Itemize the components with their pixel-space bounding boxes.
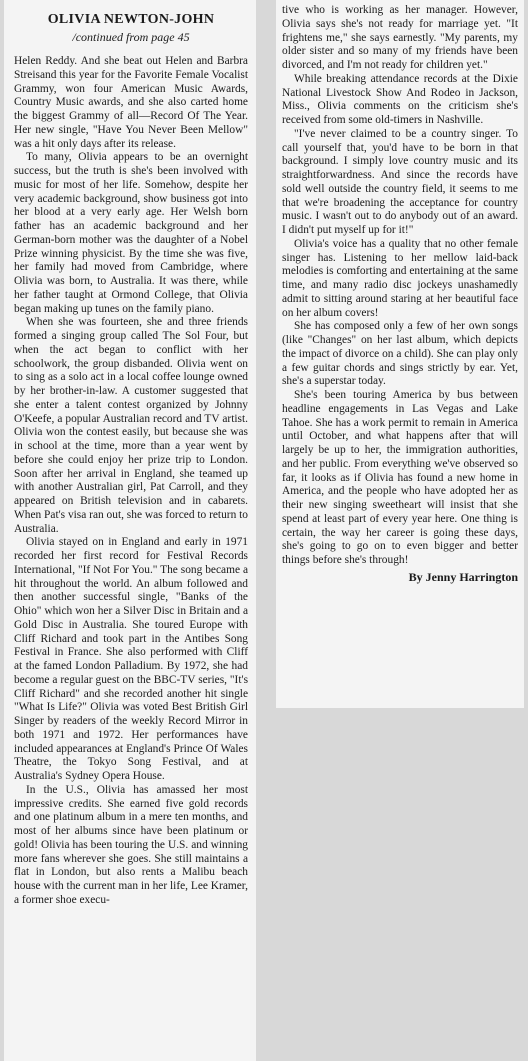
paragraph: To many, Olivia appears to be an overnight success, but the truth is she's been involved with music for most of her life. Somehow, despite her very academic background, show business got into her blood at a very early age. Her Welsh born father has an academic background and her German-born mother was the daughter of a Nobel Prize winning physicist. By the time she was five, her family had moved from Cambridge, where Olivia was born, to Australia. It was there, while her father taught at Ormond College, that Olivia began making up tunes on the family piano. xyxy=(14,151,248,315)
article-title: OLIVIA NEWTON-JOHN xyxy=(47,12,215,27)
continued-note: /continued from page 45 xyxy=(72,30,190,44)
right-body xyxy=(282,4,518,568)
paragraph: tive who is working as her manager. However, Olivia says she's not ready for marriage yet. "It frightens me," she says earnestly. "My parents, my older sister and so many of my friends have been divorced, and I'm not ready for children yet." xyxy=(282,4,518,71)
paragraph: "I've never claimed to be a country singer. To call yourself that, you'd have to be born in that background. I simply love country music and its straightforwardness. And since the records have sold well outside the country field, it seems to me that we're broadening the acceptance for country music. I wasn't out to do anybody out of an award. I didn't put myself up for it!" xyxy=(282,127,518,236)
paragraph: While breaking attendance records at the Dixie National Livestock Show And Rodeo in Jackson, Miss., Olivia comments on the criticism she's received from some old-timers in Nashville. xyxy=(282,72,518,126)
byline: By Jenny Harrington xyxy=(408,569,518,584)
paragraph: She has composed only a few of her own songs (like "Changes" on her last album, which depicts the impact of divorce on a child). She can play only a few guitar chords and sings strictly by ear. Yet, she's a superstar today. xyxy=(282,320,518,388)
paragraph: When she was fourteen, she and three friends formed a singing group called The Sol Four, but when the act began to conflict with her schoolwork, the group disbanded. Olivia went on to sing as a solo act in a local coffee lounge owned by her brother-in-law. A customer suggested that she enter a talent contest organized by Johnny O'Keefe, a popular Australian record and TV artist. Olivia won the contest easily, but because she was in school at the time, more than a year went by before she could enjoy her prize trip to London. Soon after her arrival in England, she teamed up with another Australian girl, Pat Carroll, and they appeared on British television and in cabarets. When Pat's visa ran out, she was forced to return to Australia. xyxy=(14,316,248,535)
paragraph: Olivia's voice has a quality that no other female singer has. Listening to her mellow laid-back melodies is comforting and entertaining at the same time, and many radio disc jockeys unashamedly admit to sitting around staring at her beautiful face on her album covers! xyxy=(282,237,518,319)
paragraph: Helen Reddy. And she beat out Helen and Barbra Streisand this year for the Favorite Female Vocalist Grammy, won four American Music Awards, Country Music awards, and she also carted home the biggest Grammy of all—Record Of The Year. Her new single, "Have You Never Been Mellow" was a hit only days after its release. xyxy=(14,55,248,150)
left-column xyxy=(4,0,256,1061)
paragraph: Olivia stayed on in England and early in 1971 recorded her first record for Festival Records International, "If Not For You." The song became a hit throughout the world. An album followed and then another successful single, "Banks of the Ohio" which won her a Silver Disc in Britain and a Gold Disc in Australia. She toured Europe with Cliff Richard and took part in the Antibes Song Festival in France. She also performed with Cliff at the famed London Palladium. By 1972, she had become a regular guest on the BBC-TV series, "It's Cliff Richard" and she recorded another hit single "What Is Life?" Olivia was voted Best British Girl Singer by readers of the weekly Record Mirror in both 1971 and 1972. Her performances have included appearances at England's Prince Of Wales Theatre, the Tokyo Song Festival, and at Australia's Sydney Opera House. xyxy=(14,536,248,782)
left-body xyxy=(14,55,248,908)
paragraph: In the U.S., Olivia has amassed her most impressive credits. She earned five gold records and one platinum album in a mere ten months, and most of her albums since have been platinum or gold! Olivia has been touring the U.S. and winning more fans wherever she goes. She still maintains a flat in London, but also rents a Malibu beach house with the current man in her life, Lee Kramer, a former shoe execu- xyxy=(14,783,248,906)
paragraph: She's been touring America by bus between headline engagements in Las Vegas and Lake Tahoe. She has a work permit to remain in America until October, and what happens after that will largely be up to her, the immigration authorities, and her public. From everything we've observed so far, it looks as if Olivia has found a new home in America, and the people who have adopted her as their new singing sweetheart will insist that she spend at least part of every year here. One thing is certain, the way her career is going these days, she's going to go on to even bigger and better things before she's through! xyxy=(282,389,518,566)
right-column xyxy=(276,0,524,708)
